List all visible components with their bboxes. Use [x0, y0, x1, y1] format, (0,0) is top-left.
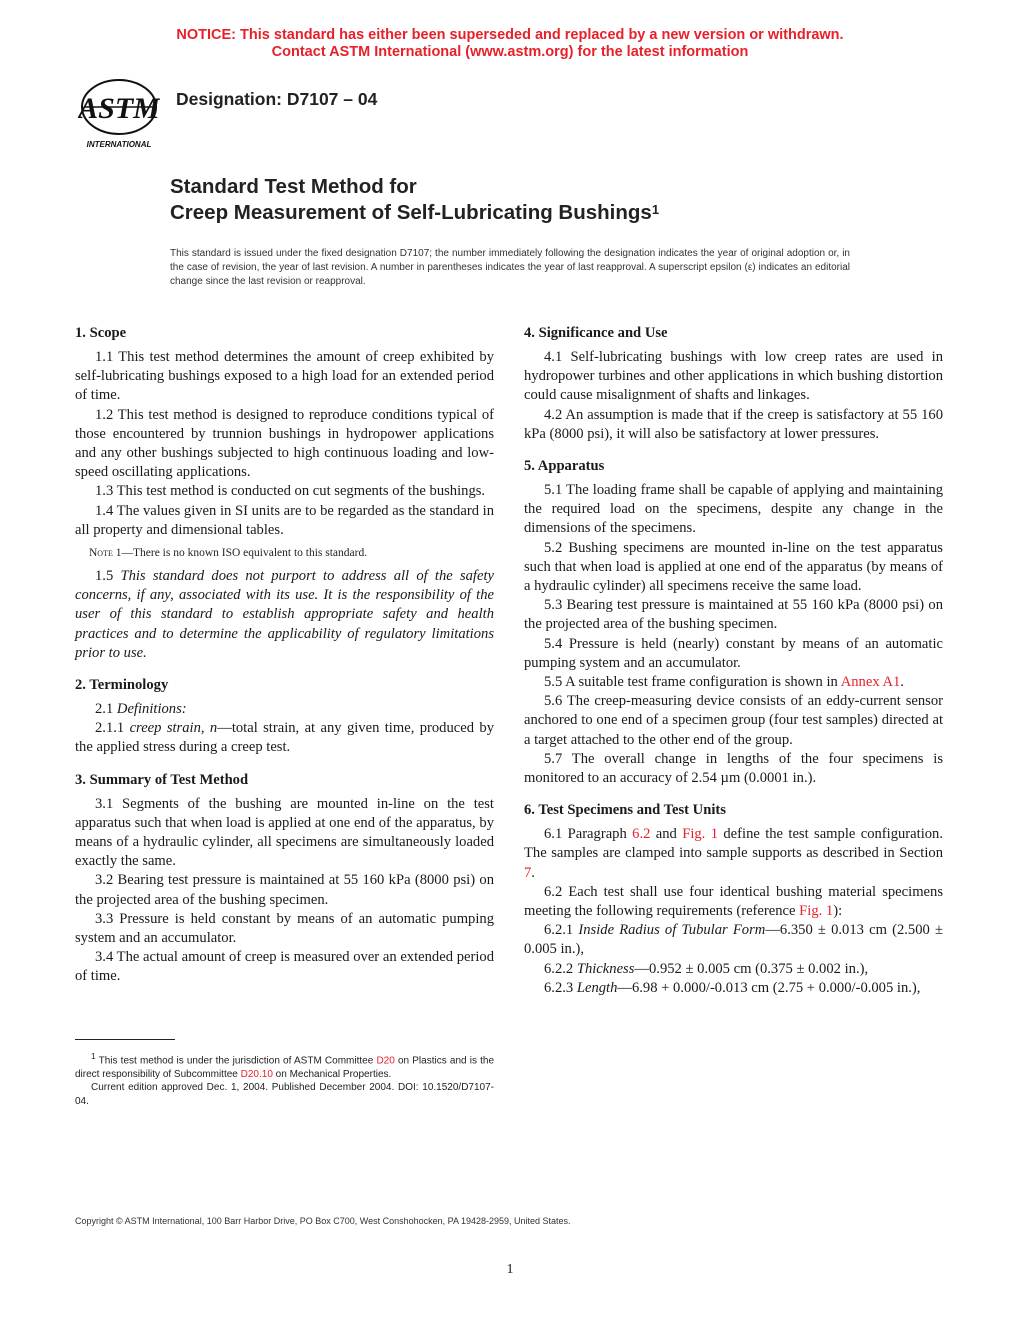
paragraph-1-4: 1.4 The values given in SI units are to be regarded as the standard in all property and dimensional tables.: [75, 502, 494, 538]
paragraph-5-7: 5.7 The overall change in lengths of the four specimens is monitored to an accuracy of 2.54 µm (0.0001 in.).: [524, 750, 943, 787]
creep-strain-term: creep strain, n: [129, 720, 218, 737]
designation: Designation: D7107 – 04: [176, 89, 378, 109]
paragraph-6-2-b: ):: [833, 903, 843, 920]
inside-radius-term: Inside Radius of Tubular Form: [578, 922, 766, 939]
paragraph-4-1: 4.1 Self-lubricating bushings with low creep rates are used in hydropower turbines and other applications in which bushing distortion could cause misalignment of shafts and linkages.: [524, 349, 943, 404]
paragraph-1-1: 1.1 This test method determines the amount of creep exhibited by self-lubricating bushings exposed to a high load for an extended period of time.: [75, 349, 494, 404]
note-label: Note: [89, 547, 113, 560]
paragraph-1-5-text: This standard does not purport to address all of the safety concerns, if any, associated with its use. It is the responsibility of the user of this standard to establish appropriate safety and health practices and to determine the applicability of regulatory limitations prior to use.: [75, 568, 494, 661]
paragraph-1-2: 1.2 This test method is designed to reproduce conditions typical of those encountered by trunnion bushings in hydropower applications and any other bushings subjected to high continuous loading and low-speed oscillating applications.: [75, 406, 494, 481]
footnote-marker: 1: [91, 1051, 96, 1061]
paragraph-6-2-3: [524, 979, 943, 998]
section-heading-scope: 1. Scope: [75, 325, 127, 341]
committee-d20-link[interactable]: D20: [376, 1055, 395, 1067]
paragraph-6-1-b: and: [655, 826, 677, 843]
page-title: [170, 174, 659, 226]
paragraph-6-2-2: [524, 960, 943, 979]
length-term: Length: [576, 979, 618, 996]
footnote-1-c: on Mechanical Properties.: [275, 1068, 392, 1080]
section-heading-terminology: 2. Terminology: [75, 677, 169, 694]
paragraph-3-4: 3.4 The actual amount of creep is measured over an extended period of time.: [75, 949, 494, 985]
section-heading-summary: 3. Summary of Test Method: [75, 771, 249, 788]
logo-text: ASTM: [78, 92, 160, 125]
paragraph-1-5-num: 1.5: [95, 568, 114, 585]
section-heading-specimens: 6. Test Specimens and Test Units: [524, 802, 726, 819]
section-6-2-link[interactable]: 6.2: [632, 826, 651, 843]
astm-logo-icon: [78, 78, 160, 150]
paragraph-5-6: 5.6 The creep-measuring device consists of an eddy-current sensor anchored to one end of a specimen group (four test samples) directed at a target attached to the other end of the group.: [524, 693, 943, 748]
paragraph-5-4: 5.4 Pressure is held (nearly) constant by means of an automatic pumping system and an accumulator.: [524, 635, 943, 671]
footnote-divider: [75, 1039, 175, 1040]
paragraph-6-2-1-text: —6.350 ± 0.013 cm (2.500 ± 0.005 in.),: [524, 922, 944, 958]
section-heading-significance: 4. Significance and Use: [524, 325, 668, 341]
section-heading-apparatus: 5. Apparatus: [524, 458, 605, 475]
paragraph-5-5-text: 5.5 A suitable test frame configuration is shown in: [544, 674, 838, 691]
thickness-term: Thickness: [576, 960, 635, 977]
title-line-2-text: Creep Measurement of Self-Lubricating Bushings: [170, 201, 652, 224]
paragraph-5-5: [524, 673, 943, 692]
title-line-1: Standard Test Method for: [170, 175, 417, 198]
paragraph-3-3: 3.3 Pressure is held constant by means of an automatic pumping system and an accumulator.: [75, 910, 494, 947]
paragraph-6-1-a: 6.1 Paragraph: [544, 826, 627, 843]
notice-banner: [0, 27, 1020, 61]
paragraph-2-1-num: 2.1: [95, 701, 114, 718]
astm-logo: [78, 78, 160, 150]
paragraph-6-2-1: [524, 921, 943, 959]
section-7-link[interactable]: 7: [524, 864, 532, 881]
fig-1-link-2[interactable]: Fig. 1: [799, 903, 834, 920]
annex-a1-link[interactable]: Annex A1: [840, 674, 901, 691]
paragraph-3-1: 3.1 Segments of the bushing are mounted in-line on the test apparatus such that when load is applied at one end of the apparatus, by means of a hydraulic cylinder, all specimens are simultaneously loaded exactly the same.: [75, 795, 494, 870]
paragraph-2-1-text: Definitions:: [116, 701, 187, 718]
paragraph-2-1: [75, 700, 494, 719]
notice-line-1: NOTICE: This standard has either been superseded and replaced by a new version or withdrawn.: [176, 27, 844, 43]
paragraph-5-3: 5.3 Bearing test pressure is maintained at 55 160 kPa (8000 psi) on the projected area of the bushing specimen.: [524, 597, 943, 633]
note-1: [75, 546, 494, 561]
paragraph-1-3: 1.3 This test method is conducted on cut segments of the bushings.: [95, 483, 486, 500]
footnote: [75, 1050, 494, 1108]
paragraph-2-1-1: [75, 719, 494, 757]
paragraph-6-2-2-text: —0.952 ± 0.005 cm (0.375 ± 0.002 in.),: [634, 960, 869, 977]
left-column: [75, 324, 494, 987]
paragraph-6-2-1-num: 6.2.1: [544, 922, 574, 939]
paragraph-5-5-end: .: [900, 674, 904, 691]
footnote-1: [75, 1050, 494, 1081]
copyright: Copyright © ASTM International, 100 Barr Harbor Drive, PO Box C700, West Conshohocken, PA 19428-2959, United States.: [75, 1216, 571, 1226]
paragraph-3-2: 3.2 Bearing test pressure is maintained at 55 160 kPa (8000 psi) on the projected area of the bushing specimen.: [75, 872, 494, 908]
paragraph-6-2-2-num: 6.2.2: [544, 960, 574, 977]
footnote-2: Current edition approved Dec. 1, 2004. Published December 2004. DOI: 10.1520/D7107-04.: [75, 1082, 494, 1107]
paragraph-1-5: [75, 567, 494, 663]
paragraph-5-2: 5.2 Bushing specimens are mounted in-line on the test apparatus such that when load is applied at one end of the apparatus (by means of a hydraulic cylinder) all specimens receive the same load.: [524, 539, 943, 595]
right-column: [524, 324, 943, 998]
paragraph-6-1: [524, 825, 943, 883]
subcommittee-d20-10-link[interactable]: D20.10: [240, 1068, 273, 1080]
paragraph-4-2: 4.2 An assumption is made that if the creep is satisfactory at 55 160 kPa (8000 psi), it will also be satisfactory at lower pressures.: [524, 406, 943, 442]
logo-subtext: INTERNATIONAL: [86, 140, 152, 149]
paragraph-6-1-d: .: [531, 864, 535, 881]
paragraph-6-2-a: 6.2 Each test shall use four identical bushing material specimens meeting the following requirements (reference: [524, 883, 943, 920]
paragraph-2-1-1-text: —total strain, at any given time, produced by the applied stress during a creep test.: [75, 720, 494, 756]
paragraph-5-1: 5.1 The loading frame shall be capable of applying and maintaining the required load on the specimens, despite any change in the dimensions of the specimens.: [524, 482, 943, 537]
paragraph-6-2: [524, 883, 943, 921]
title-footnote-marker: 1: [651, 202, 660, 217]
title-line-2: [170, 200, 659, 226]
page-number: 1: [506, 1262, 514, 1277]
fig-1-link[interactable]: Fig. 1: [682, 826, 718, 843]
footnote-1-b: on Plastics and is the direct responsibility of Subcommittee: [75, 1055, 495, 1080]
paragraph-6-2-3-num: 6.2.3: [544, 979, 574, 996]
note-text: 1—There is no known ISO equivalent to this standard.: [115, 547, 368, 560]
paragraph-6-2-3-text: —6.98 + 0.000/-0.013 cm (2.75 + 0.000/-0.005 in.),: [617, 979, 921, 996]
notice-line-2: Contact ASTM International (www.astm.org) for the latest information: [271, 44, 749, 60]
paragraph-2-1-1-num: 2.1.1: [95, 720, 125, 737]
footnote-1-a: This test method is under the jurisdiction of ASTM Committee: [98, 1055, 374, 1067]
paragraph-6-1-c: define the test sample configuration. The samples are clamped into sample supports as described in Section: [524, 826, 943, 862]
intro-paragraph: This standard is issued under the fixed designation D7107; the number immediately following the designation indicates the year of original adoption or, in the case of revision, the year of last revision. A number in parentheses indicates the year of last reapproval. A superscript epsilon (ε) indicates an editorial change since the last revision or reapproval.: [170, 248, 850, 287]
